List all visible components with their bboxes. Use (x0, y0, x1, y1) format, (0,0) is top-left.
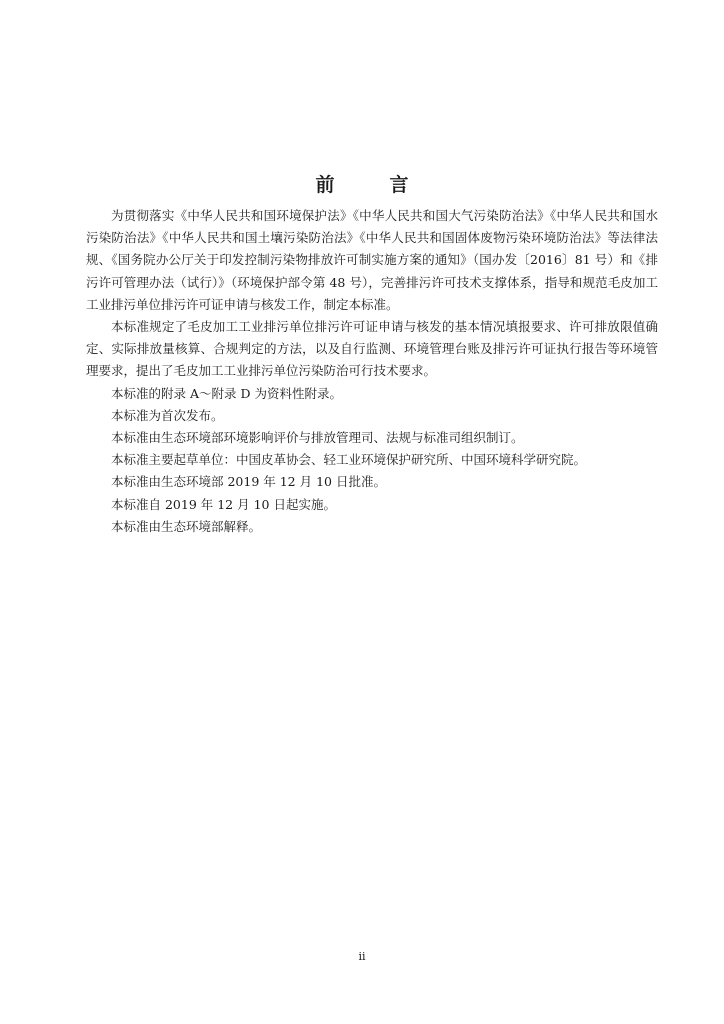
document-body (86, 205, 658, 538)
paragraph-interpretation: 本标准由生态环境部解释。 (111, 518, 262, 534)
paragraph-first-release: 本标准为首次发布。 (111, 407, 224, 423)
paragraph-approval: 本标准由生态环境部 2019 年 12 月 10 日批准。 (111, 474, 386, 490)
page-title: 前 言 (315, 174, 427, 196)
paragraph-organizer: 本标准由生态环境部环境影响评价与排放管理司、法规与标准司组织制订。 (111, 430, 524, 446)
paragraph-purpose: 为贯彻落实《中华人民共和国环境保护法》《中华人民共和国大气污染防治法》《中华人民共和国水污染防治法》《中华人民共和国土壤污染防治法》《中华人民共和国固体废物污染环境防治法》等法律法规、《国务院办公厅关于印发控制污染物排放许可制实施方案的通知》（国办发〔2016〕81 号）和《排污许可管理办法（试行）》（环境保护部令第 48 号），完善排污许可技术支撑体系，指导和规范毛皮加工工业排污单位排污许可证申请与核发工作，制定本标准。 (86, 208, 658, 312)
paragraph-drafters: 本标准主要起草单位：中国皮革协会、轻工业环境保护研究所、中国环境科学研究院。 (111, 452, 587, 468)
page-number: ii (358, 950, 366, 963)
paragraph-effective: 本标准自 2019 年 12 月 10 日起实施。 (111, 496, 336, 512)
paragraph-scope: 本标准规定了毛皮加工工业排污单位排污许可证申请与核发的基本情况填报要求、许可排放限值确定、实际排放量核算、合规判定的方法，以及自行监测、环境管理台账及排污许可证执行报告等环境管理要求，提出了毛皮加工工业排污单位污染防治可行技术要求。 (86, 319, 658, 379)
paragraph-appendix: 本标准的附录 A～附录 D 为资料性附录。 (111, 385, 342, 401)
